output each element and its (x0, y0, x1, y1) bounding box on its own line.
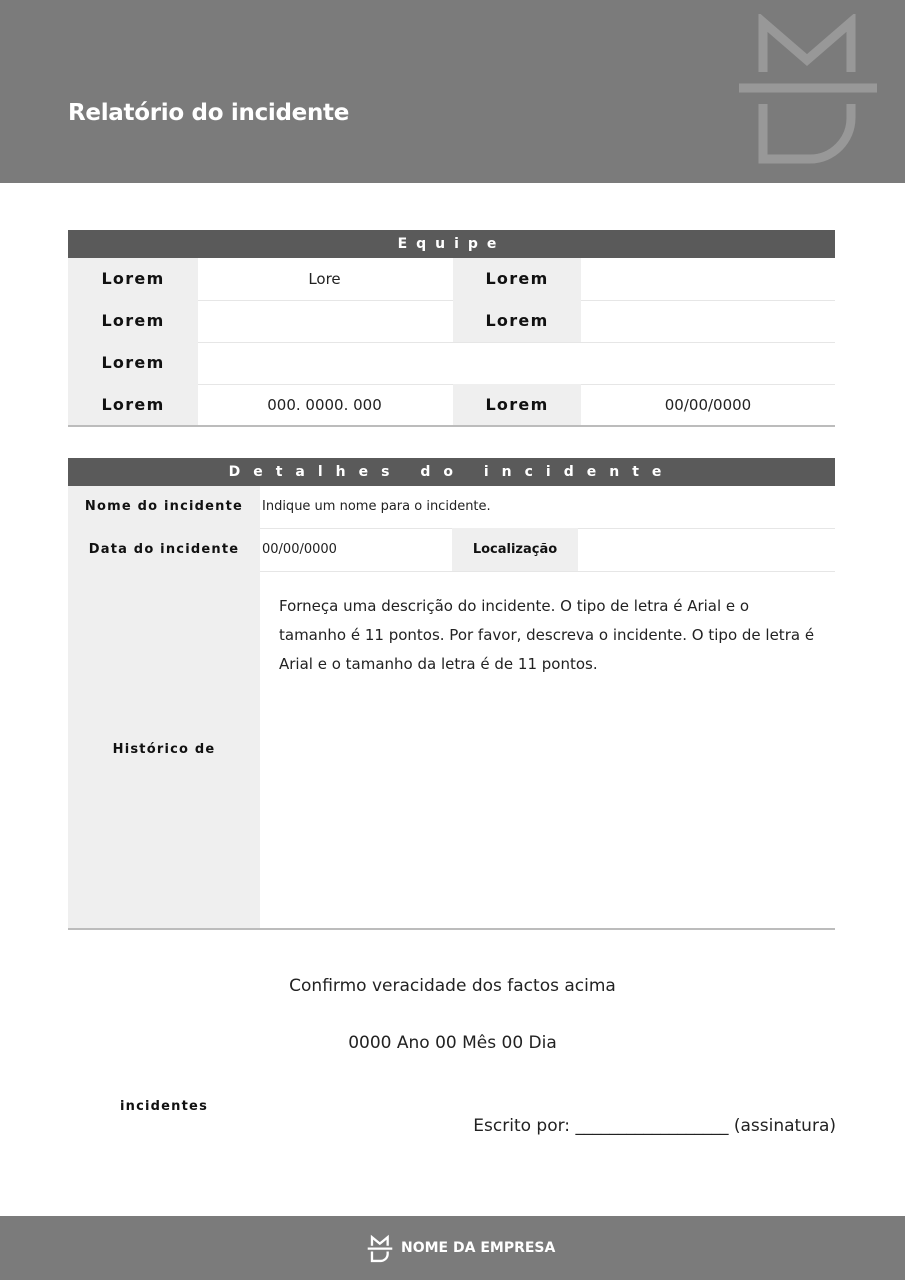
incident-history-label: Histórico de incidentes (68, 571, 260, 928)
team-value-field[interactable] (581, 258, 835, 300)
table-row (68, 342, 835, 385)
incident-date-label: Data do incidente (68, 528, 260, 571)
incident-name-field[interactable]: Indique um nome para o incidente. (262, 499, 491, 514)
page-title: Relatório do incidente (68, 100, 350, 126)
incident-date-field[interactable]: 00/00/0000 (262, 542, 337, 557)
team-label: Lorem (68, 300, 198, 342)
team-label: Lorem (453, 384, 581, 426)
details-section-heading: Detalhes do incidente (68, 458, 835, 486)
phone-field[interactable]: 000. 0000. 000 (267, 396, 382, 414)
table-row (68, 300, 835, 343)
company-logo-icon (735, 14, 881, 166)
incident-name-label: Nome do incidente (68, 486, 260, 528)
page-footer (0, 1216, 905, 1280)
team-value-field[interactable] (198, 300, 451, 342)
company-logo-icon (367, 1234, 393, 1264)
team-value-field[interactable] (581, 300, 835, 342)
team-value-field[interactable] (198, 342, 835, 384)
page-header (0, 0, 905, 183)
table-row (68, 528, 835, 572)
team-label: Lorem (68, 342, 198, 384)
team-label: Lorem (453, 300, 581, 342)
table-row (68, 486, 835, 529)
team-section-heading: Equipe (68, 230, 835, 258)
confirmation-date: 0000 Ano 00 Mês 00 Dia (348, 1033, 557, 1053)
team-label: Lorem (68, 258, 198, 300)
date-field[interactable]: 00/00/0000 (664, 396, 752, 414)
incident-history-field[interactable]: Forneça uma descrição do incidente. O tipo de letra é Arial e o tamanho é 11 pontos. Por favor, descreva o incidente. O tipo de letra é Arial e o tamanho da letra é de 11 pontos. (279, 597, 815, 673)
signature-line[interactable]: Escrito por: __________________ (assinatura) (473, 1116, 836, 1136)
table-row (68, 384, 835, 427)
location-label: Localização (452, 528, 578, 571)
company-name: NOME DA EMPRESA (401, 1240, 556, 1256)
divider (68, 425, 835, 427)
divider (68, 928, 835, 930)
team-value-field[interactable]: Lore (308, 270, 341, 288)
team-label: Lorem (68, 384, 198, 426)
confirmation-statement: Confirmo veracidade dos factos acima (289, 976, 616, 996)
team-label: Lorem (453, 258, 581, 300)
table-row (68, 258, 835, 301)
